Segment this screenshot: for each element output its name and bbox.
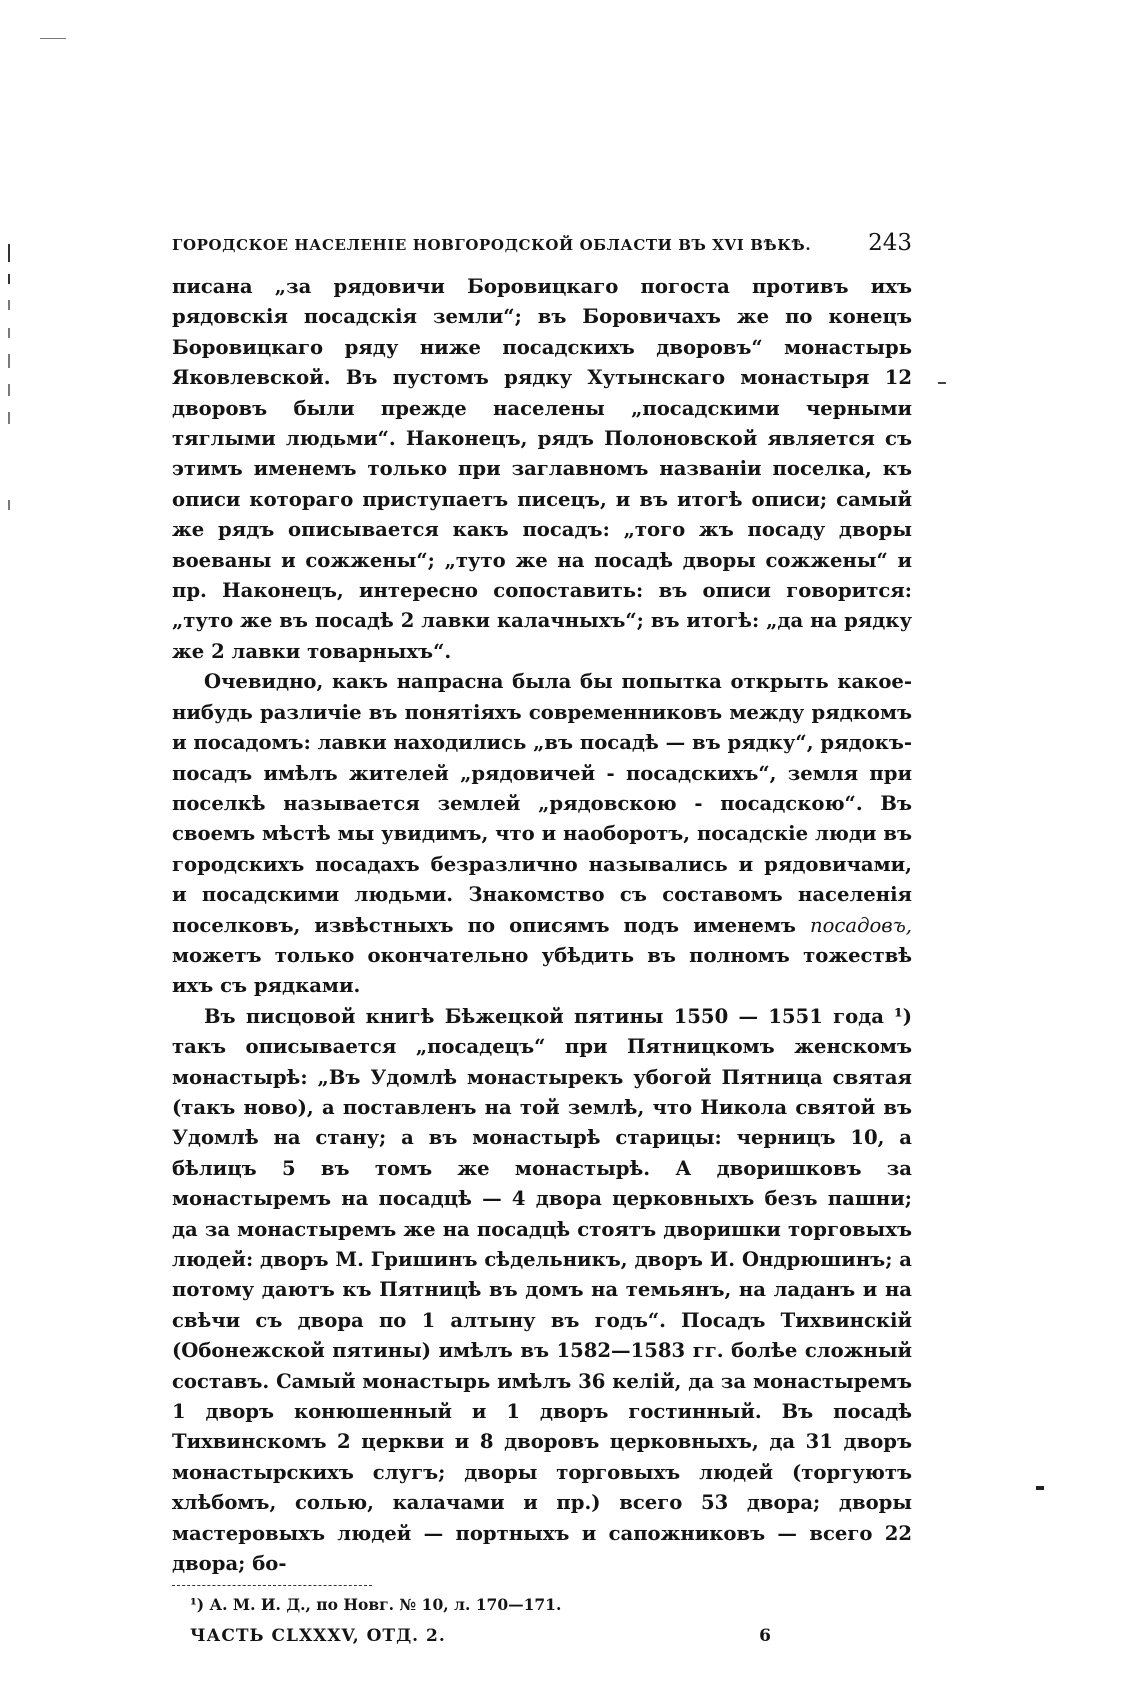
footnote-rule <box>172 1585 372 1586</box>
paragraph-text: можетъ только окончательно убѣдить въ полномъ тожествѣ ихъ съ рядками. <box>172 943 912 998</box>
paragraph-text: Очевидно, какъ напрасна была бы попытка открыть какое-нибудь различіе въ понятіяхъ современниковъ между рядкомъ и посадомъ: лавки находились „въ посадѣ — въ рядку“, рядокъ-посадъ имѣлъ жителей „рядовичей - посадскихъ“, земля при поселкѣ называется землей „рядовскою - посадскою“. Въ своемъ мѣстѣ мы увидимъ, что и наоборотъ, посадскіе люди въ городскихъ посадахъ безразлично назывались и рядовичами, и посадскими людьми. Знакомство съ составомъ населенія поселковъ, извѣстныхъ по описямъ подъ именемъ <box>172 670 912 937</box>
running-head <box>172 230 912 256</box>
signature-line <box>172 1626 912 1646</box>
footnote: ¹) А. М. И. Д., по Новг. № 10, л. 170—171. <box>190 1595 562 1615</box>
scan-edge-mark <box>8 500 10 510</box>
scan-edge-mark <box>8 274 10 284</box>
running-head-title: ГОРОДСКОЕ НАСЕЛЕНІЕ НОВГОРОДСКОЙ ОБЛАСТИ ВЪ XVI ВѢКѢ. <box>172 236 812 254</box>
signature-sheet-number: 6 <box>759 1626 772 1647</box>
scan-edge-mark <box>8 384 10 396</box>
scan-edge-mark <box>8 300 10 310</box>
scan-edge-mark <box>8 244 10 262</box>
book-page <box>172 230 912 1646</box>
scan-edge-mark <box>1036 1486 1044 1490</box>
paragraph: Въ писцовой книгѣ Бѣжецкой пятины 1550 — 1551 года ¹) такъ описывается „посадецъ“ при Пятницкомъ женскомъ монастырѣ: „Въ Удомлѣ монастырекъ убогой Пятница святая (такъ ново), а поставленъ на той землѣ, что Никола святой въ Удомлѣ на стану; а въ монастырѣ старицы: черницъ 10, а бѣлицъ 5 въ томъ же монастырѣ. А дворишковъ за монастыремъ на посадцѣ — 4 двора церковныхъ безъ пашни; да за монастыремъ же на посадцѣ стоятъ дворишки торговыхъ людей: дворъ М. Гришинъ сѣдельникъ, дворъ И. Ондрюшинъ; а потому даютъ къ Пятницѣ въ домъ на темьянъ, на ладанъ и на свѣчи съ двора по 1 алтыну въ годъ“. Посадъ Тихвинскій (Обонежской пятины) имѣлъ въ 1582—1583 гг. болѣе сложный составъ. Самый монастырь имѣлъ 36 келій, да за монастыремъ 1 дворъ конюшенный и 1 дворъ гостинный. Въ посадѣ Тихвинскомъ 2 церкви и 8 дворовъ церковныхъ, да 31 дворъ монастырскихъ слугъ; дворы торговыхъ людей (торгуютъ хлѣбомъ, солью, калачами и пр.) всего 53 двора; дворы мастеровыхъ людей — портныхъ и сапожниковъ — всего 22 двора; бо- <box>172 1004 912 1576</box>
italic-term: посадовъ, <box>810 913 912 937</box>
signature-part: ЧАСТЬ CLXXXV, ОТД. 2. <box>190 1626 446 1647</box>
paragraph: писана „за рядовичи Боровицкаго погоста противъ ихъ рядовскія посадскія земли“; въ Боровичахъ же по конецъ Боровицкаго ряду ниже посадскихъ дворовъ“ монастырь Яковлевской. Въ пустомъ рядку Хутынскаго монастыря 12 дворовъ были прежде населены „посадскими черными тяглыми людьми“. Наконецъ, рядъ Полоновской является съ этимъ именемъ только при заглавномъ названіи поселка, къ описи котораго приступаетъ писецъ, и въ итогѣ описи; самый же рядъ описывается какъ посадъ: „того жъ посаду дворы воеваны и сожжены“; „туто же на посадѣ дворы сожжены“ и пр. Наконецъ, интересно сопоставить: въ описи говорится: „туто же въ посадѣ 2 лавки калачныхъ“; въ итогѣ: „да на рядку же 2 лавки товарныхъ“. <box>172 275 912 663</box>
body-text <box>172 272 912 1579</box>
scan-edge-mark <box>40 38 66 39</box>
scan-edge-mark <box>8 328 10 338</box>
paragraph <box>172 667 912 1001</box>
scan-edge-mark <box>8 354 10 368</box>
scan-edge-mark <box>8 412 10 424</box>
page-number: 243 <box>868 230 912 256</box>
scan-edge-mark <box>938 382 946 384</box>
